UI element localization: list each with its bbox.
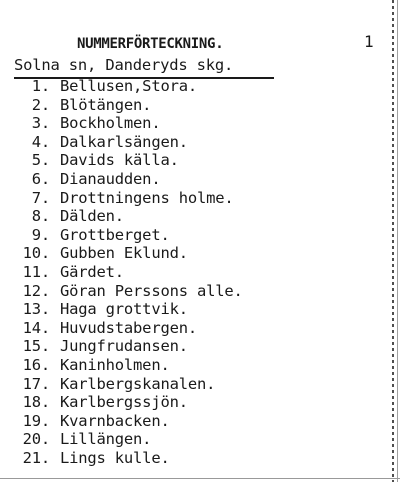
entry-number: 8. [31,207,50,226]
entry-name: Dälden. [60,207,124,226]
entry-name: Gärdet. [60,262,124,281]
entry-number: 11. [22,262,50,281]
entry-number: 18. [22,393,50,412]
entry-name: Kaninholmen. [60,355,170,374]
document-subtitle: Solna sn, Danderyds skg. [14,56,234,74]
entry-name: Dalkarlsängen. [60,132,188,151]
entry-number: 21. [22,448,50,467]
page-number: 1 [364,32,374,51]
entry-name: Kvarnbacken. [60,411,170,430]
entry-name: Dianaudden. [60,169,161,188]
entry-number: 4. [31,132,50,151]
card-edge-marks [392,0,394,482]
entry-number: 9. [31,225,50,244]
entry-number: 20. [22,430,50,449]
entry-number: 15. [22,337,50,356]
entry-number: 16. [22,355,50,374]
entry-name: Jungfrudansen. [60,337,188,356]
entry-name: Göran Perssons alle. [60,281,243,300]
entry-name: Lings kulle. [60,448,170,467]
document-title: NUMMERFÖRTECKNING. [77,36,224,52]
entry-number: 2. [31,95,50,114]
card-edge-line [397,0,398,482]
entry-name: Drottningens holme. [60,188,234,207]
entry-number: 1. [31,77,50,95]
entry-number: 10. [22,244,50,263]
entry-name: Karlbergskanalen. [60,374,216,393]
entry-name: Haga grottvik. [60,300,188,319]
entry-name: Blötängen. [60,95,152,114]
entry-number: 3. [31,114,50,133]
entry-name: Grottberget. [60,225,170,244]
entry-number: 13. [22,300,50,319]
entry-number: 5. [31,151,50,170]
entry-name: Karlbergssjön. [60,393,188,412]
entry-name: Gubben Eklund. [60,244,188,263]
card-bottom-edge [0,478,400,479]
entry-name: Davids källa. [60,151,179,170]
entry-number: 17. [22,374,50,393]
entry-name: Bockholmen. [60,114,161,133]
entry-name: Bellusen,Stora. [60,77,197,95]
entry-number: 6. [31,169,50,188]
entry-number: 19. [22,411,50,430]
entry-name: Lillängen. [60,430,152,449]
entry-number: 12. [22,281,50,300]
entry-number: 14. [22,318,50,337]
entry-number: 7. [31,188,50,207]
entry-name: Huvudstabergen. [60,318,197,337]
